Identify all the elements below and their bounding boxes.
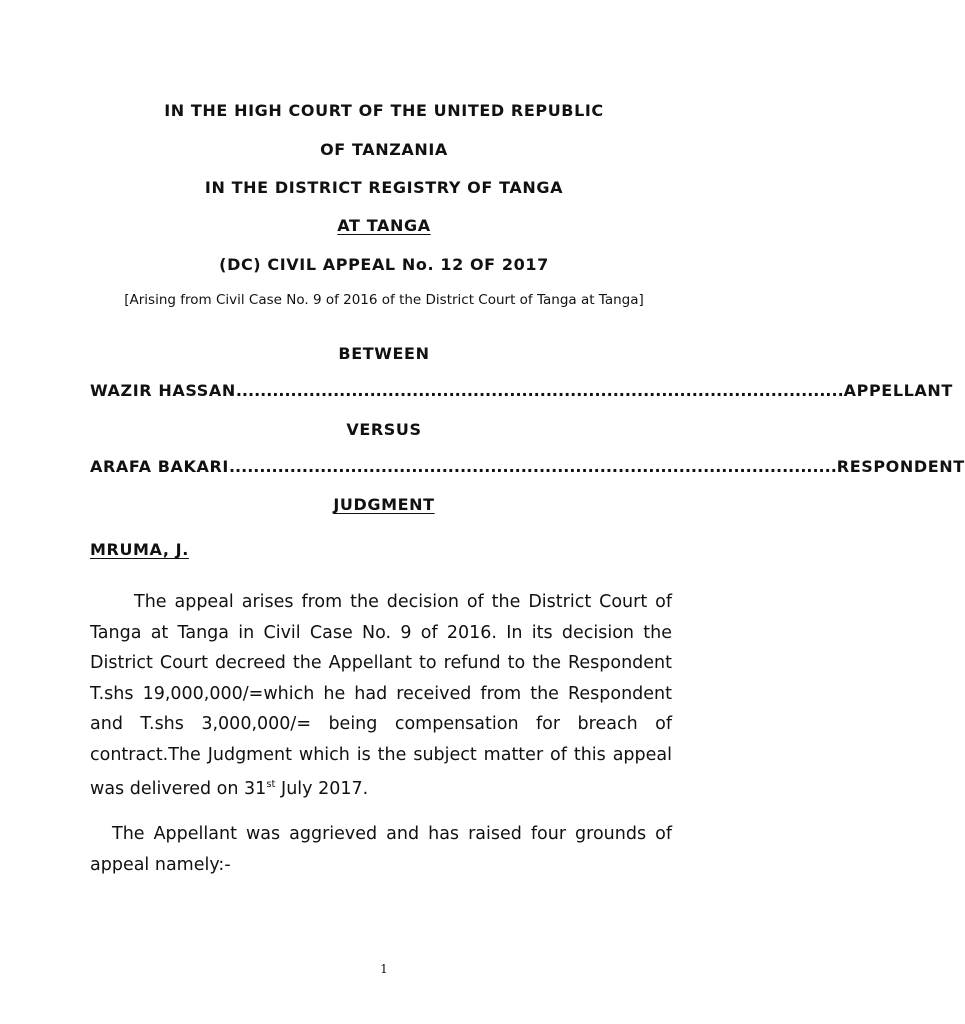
arising-note: [Arising from Civil Case No. 9 of 2016 of the District Court of Tanga at Tanga] [124,292,644,308]
registry-heading: IN THE DISTRICT REGISTRY OF TANGA [204,178,564,197]
between-label: BETWEEN [338,344,430,363]
appellant-role: APPELLANT [843,381,953,400]
appellant-line [90,381,953,400]
judge-name [90,540,189,559]
paragraph-1 [90,587,672,804]
paragraph-1-text: The appeal arises from the decision of the District Court of Tanga at Tanga in Civil Case No. 9 of 2016. In its decision the District Court decreed the Appellant to refund to the Respondent T.shs 19,000,000/=which he had received from the Respondent and T.shs 3,000,000/= being compensation for breach of contract.The Judgment which is the subject matter of this appeal was delivered on 31 [90,592,672,799]
location-heading-text: AT TANGA [337,216,431,235]
paragraph-2: The Appellant was aggrieved and has raised four grounds of appeal namely:- [90,824,672,875]
paragraph-1-superscript: st [266,779,276,790]
judgment-heading-text: JUDGMENT [333,495,435,514]
case-title: (DC) CIVIL APPEAL No. 12 OF 2017 [219,255,549,274]
paragraph-1-end: July 2017. [275,778,369,799]
location-heading [0,216,768,235]
court-heading-line-1: IN THE HIGH COURT OF THE UNITED REPUBLIC [164,101,604,120]
appellant-leader-dots: .................................................................................................... [235,381,844,400]
respondent-name: ARAFA BAKARI [90,457,229,476]
appellant-name: WAZIR HASSAN [90,381,236,400]
court-heading-line-2: OF TANZANIA [320,140,448,159]
respondent-role: RESPONDENT [836,457,965,476]
versus-label: VERSUS [346,420,422,439]
judge-name-text: MRUMA, J. [90,540,189,559]
judgment-heading [0,495,768,514]
respondent-leader-dots: .................................................................................................... [228,457,837,476]
page-number: 1 [380,962,388,976]
respondent-line [90,457,965,476]
